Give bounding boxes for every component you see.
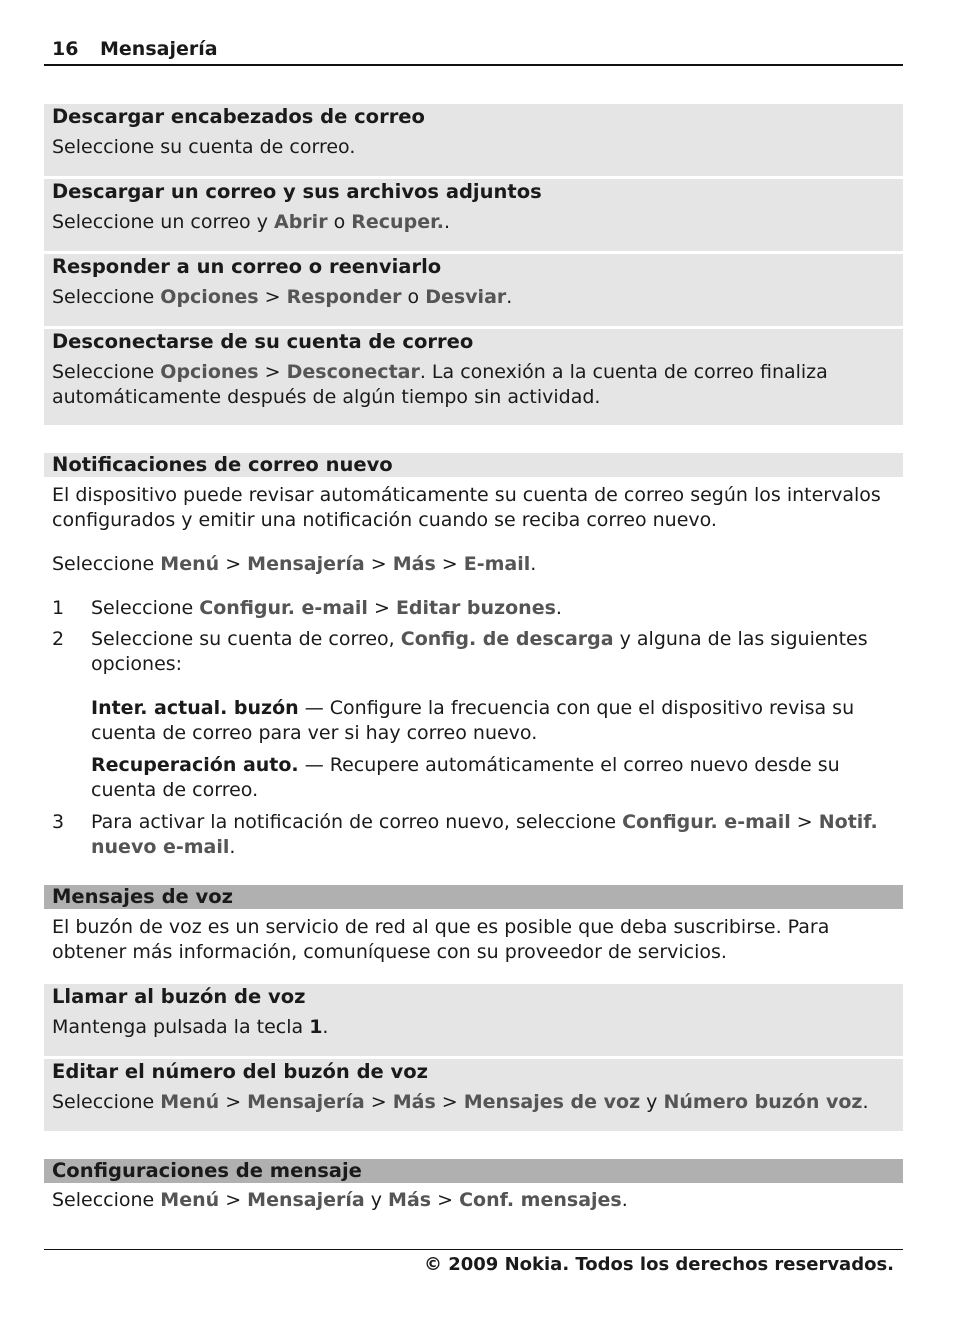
step-text: Para activar la notificación de correo nuevo, seleccione Configur. e-mail > Notif. nuevo e-mail. bbox=[91, 811, 878, 858]
tip-title: Responder a un correo o reenviarlo bbox=[52, 255, 442, 278]
option-item: Inter. actual. buzón — Configure la frecuencia con que el dispositivo revisa su cuenta de correo para ver si hay correo nuevo. bbox=[91, 697, 855, 744]
tip-box-download-attachments bbox=[44, 179, 903, 251]
ui-command: Recuper. bbox=[351, 211, 444, 233]
ui-command: Mensajes de voz bbox=[463, 1091, 641, 1113]
settings-path: Seleccione Menú > Mensajería y Más > Conf. mensajes. bbox=[52, 1189, 628, 1211]
ui-command: Conf. mensajes bbox=[459, 1189, 622, 1211]
step-number: 1 bbox=[52, 597, 65, 619]
copyright-footer: © 2009 Nokia. Todos los derechos reservados. bbox=[423, 1254, 894, 1275]
notif-intro: El dispositivo puede revisar automáticamente su cuenta de correo según los intervalos configurados y emitir una notificación cuando se reciba correo nuevo. bbox=[52, 484, 881, 531]
ui-command: Menú bbox=[160, 553, 220, 575]
ui-command: Mensajería bbox=[247, 1189, 365, 1211]
tip-box-disconnect bbox=[44, 329, 903, 425]
step-text: Seleccione su cuenta de correo, Config. de descarga y alguna de las siguientes opciones: bbox=[91, 628, 868, 675]
option-item: Recuperación auto. — Recupere automáticamente el correo nuevo desde su cuenta de correo. bbox=[91, 754, 840, 801]
tip-text: Seleccione su cuenta de correo. bbox=[52, 136, 356, 158]
step-number: 2 bbox=[52, 628, 65, 650]
ui-command: Responder bbox=[286, 286, 402, 308]
tip-title: Llamar al buzón de voz bbox=[52, 985, 306, 1008]
ui-command: Abrir bbox=[274, 211, 328, 233]
ui-command: Mensajería bbox=[247, 1091, 365, 1113]
ui-command: Configur. e-mail bbox=[622, 811, 791, 833]
ui-command: E-mail bbox=[463, 553, 531, 575]
tip-title: Descargar un correo y sus archivos adjuntos bbox=[52, 180, 542, 203]
footer-rule bbox=[44, 1249, 903, 1250]
ui-command: Menú bbox=[160, 1091, 220, 1113]
option-label: Inter. actual. buzón bbox=[91, 697, 299, 719]
notif-path: Seleccione Menú > Mensajería > Más > E-mail. bbox=[52, 553, 537, 575]
tip-box-download-headers bbox=[44, 104, 903, 176]
section-heading-voice: Mensajes de voz bbox=[44, 885, 903, 909]
ui-command: Configur. e-mail bbox=[199, 597, 368, 619]
tip-title: Desconectarse de su cuenta de correo bbox=[52, 330, 474, 353]
ui-command: Desconectar bbox=[286, 361, 420, 383]
tip-title: Editar el número del buzón de voz bbox=[52, 1060, 429, 1083]
tip-text: Seleccione un correo y Abrir o Recuper.. bbox=[52, 211, 450, 233]
tip-title: Descargar encabezados de correo bbox=[52, 105, 425, 128]
ui-command: Número buzón voz bbox=[663, 1091, 863, 1113]
voice-intro: El buzón de voz es un servicio de red al que es posible que deba suscribirse. Para obtener más información, comuníquese con su proveedor de servicios. bbox=[52, 916, 830, 963]
tip-text: Seleccione Opciones > Desconectar. La conexión a la cuenta de correo finaliza automáticamente después de algún tiempo sin actividad. bbox=[52, 361, 828, 408]
tip-box-call-voicemail bbox=[44, 984, 903, 1056]
ui-command: Config. de descarga bbox=[400, 628, 614, 650]
section-heading-settings: Configuraciones de mensaje bbox=[44, 1159, 903, 1183]
key-label: 1 bbox=[309, 1016, 323, 1038]
ui-command: Opciones bbox=[160, 361, 259, 383]
ui-command: Opciones bbox=[160, 286, 259, 308]
ui-command: Mensajería bbox=[247, 553, 365, 575]
tip-text: Seleccione Menú > Mensajería > Más > Mensajes de voz y Número buzón voz. bbox=[52, 1091, 869, 1113]
tip-text: Seleccione Opciones > Responder o Desviar. bbox=[52, 286, 513, 308]
ui-command: Desviar bbox=[425, 286, 507, 308]
option-label: Recuperación auto. bbox=[91, 754, 299, 776]
tip-box-reply-forward bbox=[44, 254, 903, 326]
section-heading-notifications: Notificaciones de correo nuevo bbox=[44, 453, 903, 477]
tip-text: Mantenga pulsada la tecla 1. bbox=[52, 1016, 329, 1038]
ui-command: Editar buzones bbox=[395, 597, 556, 619]
page-number: 16 bbox=[52, 38, 79, 60]
tip-box-edit-voicemail-number bbox=[44, 1059, 903, 1131]
section-title: Mensajería bbox=[100, 38, 218, 60]
ui-command: Más bbox=[392, 553, 436, 575]
ui-command: Menú bbox=[160, 1189, 220, 1211]
page-header bbox=[44, 34, 903, 66]
step-number: 3 bbox=[52, 811, 65, 833]
step-text: Seleccione Configur. e-mail > Editar buzones. bbox=[91, 597, 562, 619]
ui-command: Más bbox=[392, 1091, 436, 1113]
ui-command: Notif. nuevo e-mail bbox=[91, 811, 878, 858]
ui-command: Más bbox=[388, 1189, 432, 1211]
